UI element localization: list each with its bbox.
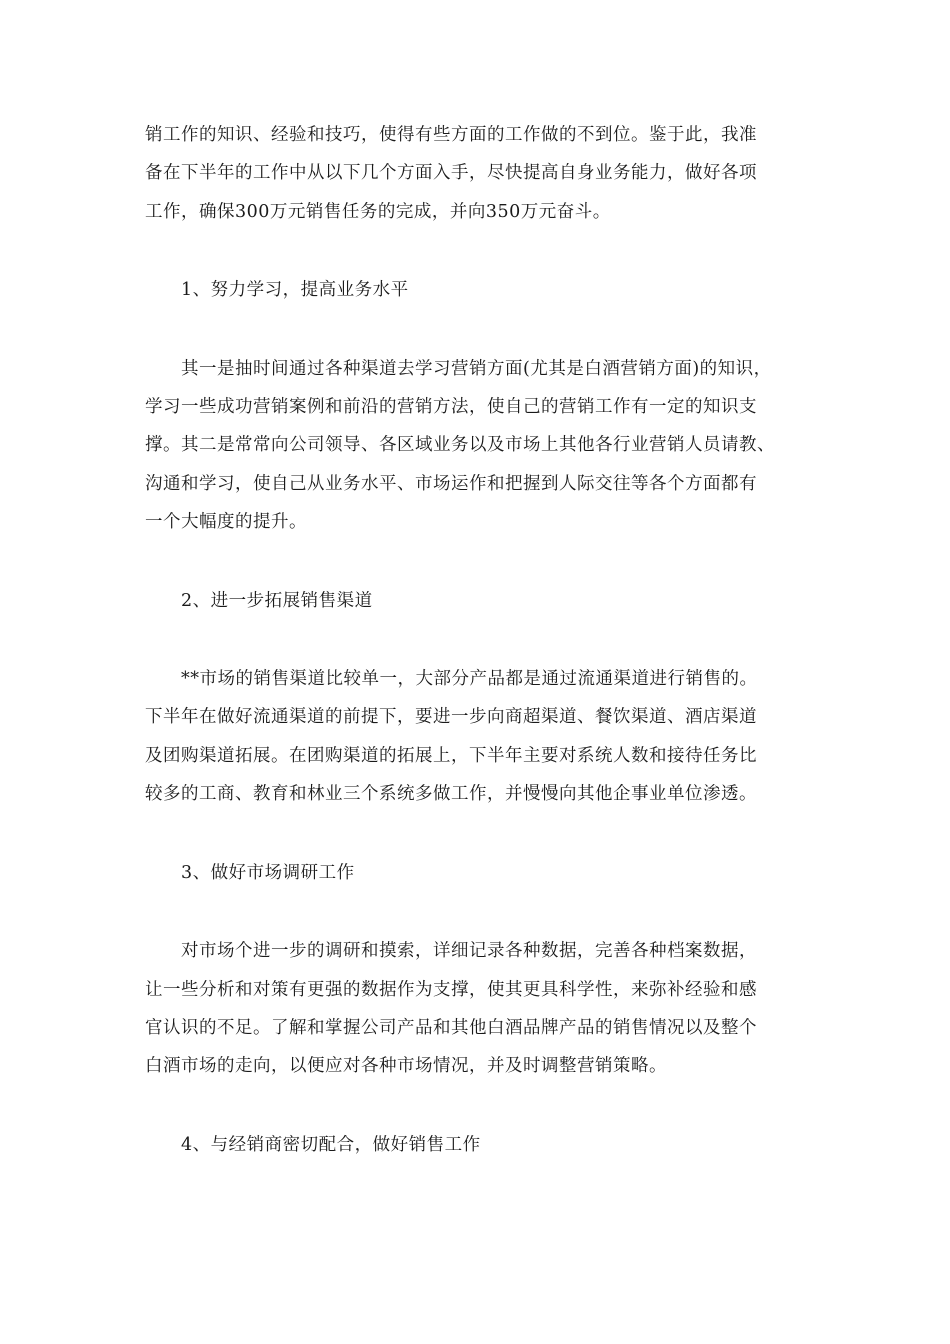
document-body [145,116,815,1164]
section-4-heading: 4、与经销商密切配合，做好销售工作 [181,1134,481,1155]
section-3-paragraph [145,932,815,1086]
text-line: 其一是抽时间通过各种渠道去学习营销方面(尤其是白酒营销方面)的知识， [181,358,772,379]
text-line: 一个大幅度的提升。 [145,512,307,533]
text-line: 学习一些成功营销案例和前沿的营销方法，使自己的营销工作有一定的知识支 [145,397,757,418]
section-1-paragraph [145,350,815,542]
text-line: 下半年在做好流通渠道的前提下，要进一步向商超渠道、餐饮渠道、酒店渠道 [145,707,757,728]
text-line: 撑。其二是常常向公司领导、各区域业务以及市场上其他各行业营销人员请教、 [145,435,775,456]
text-line: 对市场个进一步的调研和摸索，详细记录各种数据，完善各种档案数据， [181,941,757,962]
text-line: 白酒市场的走向，以便应对各种市场情况，并及时调整营销策略。 [145,1056,667,1077]
section-3-heading: 3、做好市场调研工作 [181,862,355,883]
text-line: 及团购渠道拓展。在团购渠道的拓展上，下半年主要对系统人数和接待任务比 [145,745,757,766]
text-line: 较多的工商、教育和林业三个系统多做工作，并慢慢向其他企事业单位渗透。 [145,784,757,805]
text-line: 沟通和学习，使自己从业务水平、市场运作和把握到人际交往等各个方面都有 [145,473,757,494]
section-2-heading: 2、进一步拓展销售渠道 [181,590,373,611]
section-2-paragraph [145,660,815,814]
text-line: 官认识的不足。了解和掌握公司产品和其他白酒品牌产品的销售情况以及整个 [145,1017,757,1038]
text-line: 备在下半年的工作中从以下几个方面入手，尽快提高自身业务能力，做好各项 [145,163,757,184]
section-1-heading: 1、努力学习，提高业务水平 [181,280,409,301]
intro-paragraph [145,116,815,231]
text-line: **市场的销售渠道比较单一，大部分产品都是通过流通渠道进行销售的。 [181,669,758,690]
text-line: 工作，确保300万元销售任务的完成，并向350万元奋斗。 [145,201,611,222]
text-line: 让一些分析和对策有更强的数据作为支撑，使其更具科学性，来弥补经验和感 [145,979,757,1000]
text-line: 销工作的知识、经验和技巧，使得有些方面的工作做的不到位。鉴于此，我准 [145,125,757,145]
